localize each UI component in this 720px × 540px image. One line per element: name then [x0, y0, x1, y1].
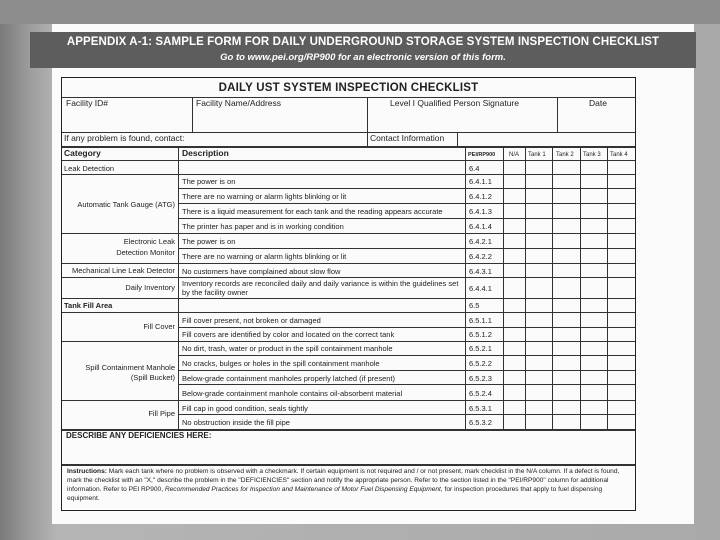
item-description: Fill covers are identified by color and located on the correct tank [182, 330, 395, 339]
item-description: The printer has paper and is in working condition [182, 222, 344, 231]
instructions-text: Mark each tank where no problem is observed with a checkmark. If certain equipment is not required and / or not present, mark checklist in the N/A column. If a defect is found, mark the checklist with an "X," describe the problem in the "DEFICIENCIES" section and notify the appropriate person. Refer to the section listed in the "PEI/RP900" column for additional information. Refer to PEI RP900, [67, 468, 620, 493]
inspection-checklist-form [61, 77, 636, 511]
item-ref: 6.5.3.1 [469, 404, 492, 413]
form-title: DAILY UST SYSTEM INSPECTION CHECKLIST [218, 82, 479, 94]
column-tank-3: Tank 3 [583, 152, 601, 158]
rule [62, 400, 635, 401]
item-ref: 6.4.2.1 [469, 237, 492, 246]
item-description: Fill cap in good condition, seals tightly [182, 404, 308, 413]
rule [367, 97, 368, 146]
item-ref: 6.4.2.2 [469, 252, 492, 261]
rule [62, 97, 635, 98]
category-mechanical-line-leak-detector: Mechanical Line Leak Detector [72, 266, 175, 275]
item-ref: 6.5.2.1 [469, 344, 492, 353]
category-electronic-leak-detection: Electronic Leak Detection Monitor [116, 237, 175, 257]
item-description: No dirt, trash, water or product in the spill containment manhole [182, 344, 393, 353]
instructions-text-end: for inspection procedures that apply to fuel dispensing equipment. [67, 486, 603, 502]
appendix-banner [30, 32, 696, 68]
item-ref: 6.5.2.3 [469, 374, 492, 383]
rule [178, 146, 179, 429]
rule [62, 341, 635, 342]
rule [580, 146, 581, 429]
rule [552, 146, 553, 429]
rule [62, 464, 635, 466]
column-ref: PEI/RP900 [468, 152, 496, 158]
category-fill-cover: Fill Cover [143, 322, 175, 331]
rule [465, 146, 466, 429]
item-description: No obstruction inside the fill pipe [182, 418, 290, 427]
contact-info-label: Contact Information [370, 133, 445, 143]
item-ref: 6.4.1.3 [469, 207, 492, 216]
item-description: No cracks, bulges or holes in the spill containment manhole [182, 359, 380, 368]
item-description: There are no warning or alarm lights blinking or lit [182, 192, 347, 201]
rule [178, 355, 635, 356]
banner-title: APPENDIX A-1: SAMPLE FORM FOR DAILY UNDERGROUND STORAGE SYSTEM INSPECTION CHECKLIST [66, 36, 660, 48]
rule [525, 146, 526, 429]
item-description: Below-grade containment manhole contains oil-absorbent material [182, 389, 403, 398]
rule [178, 218, 635, 219]
column-tank-4: Tank 4 [610, 152, 628, 158]
item-ref: 6.4.3.1 [469, 267, 492, 276]
rule [503, 146, 504, 429]
rule [62, 174, 635, 175]
facility-name-label: Facility Name/Address [196, 98, 282, 108]
item-ref: 6.4.4.1 [469, 284, 492, 293]
category-spill-containment: Spill Containment Manhole (Spill Bucket) [85, 363, 175, 382]
instructions-reference-title: Recommended Practices for Inspection and Maintenance of Motor Fuel Dispensing Equipment, [164, 486, 443, 493]
category-atg: Automatic Tank Gauge (ATG) [77, 200, 175, 209]
rule [178, 248, 635, 249]
item-description: Inventory records are reconciled daily and daily variance is within the guidelines set by the facility owner [182, 279, 459, 297]
rule [178, 384, 635, 385]
rule [557, 97, 558, 132]
rule [192, 97, 193, 132]
column-tank-1: Tank 1 [528, 152, 546, 158]
item-description: Fill cover present, not broken or damaged [182, 316, 321, 325]
item-description: The power is on [182, 237, 236, 246]
rule [62, 233, 635, 234]
background-top [0, 0, 720, 24]
signature-label: Level I Qualified Person Signature [390, 98, 519, 108]
section-ref: 6.4 [469, 164, 480, 173]
item-description: The power is on [182, 177, 236, 186]
column-tank-2: Tank 2 [556, 152, 574, 158]
column-category: Category [64, 148, 101, 158]
facility-id-label: Facility ID# [66, 98, 109, 108]
rule [178, 327, 635, 328]
item-ref: 6.5.2.2 [469, 359, 492, 368]
rule [62, 160, 635, 161]
deficiencies-label: DESCRIBE ANY DEFICIENCIES HERE: [66, 431, 212, 440]
instructions-label: Instructions: [67, 468, 107, 475]
item-ref: 6.4.1.1 [469, 177, 492, 186]
rule [178, 188, 635, 189]
rule [178, 370, 635, 371]
rule [62, 146, 635, 148]
section-tank-fill-area: Tank Fill Area [64, 301, 113, 310]
problem-contact-label: If any problem is found, contact: [64, 133, 185, 143]
rule [607, 146, 608, 429]
item-description: Below-grade containment manholes properly latched (if present) [182, 374, 396, 383]
item-ref: 6.5.1.1 [469, 316, 492, 325]
item-description: There are no warning or alarm lights blinking or lit [182, 252, 347, 261]
column-description: Description [182, 148, 229, 158]
item-ref: 6.5.1.2 [469, 330, 492, 339]
rule [62, 312, 635, 313]
item-ref: 6.5.3.2 [469, 418, 492, 427]
date-label: Date [589, 98, 607, 108]
item-description: No customers have complained about slow flow [182, 267, 341, 276]
column-na: N/A [509, 152, 520, 158]
rule [62, 277, 635, 278]
rule [178, 203, 635, 204]
item-ref: 6.5.2.4 [469, 389, 492, 398]
item-ref: 6.4.1.4 [469, 222, 492, 231]
item-description: There is a liquid measurement for each tank and the reading appears accurate [182, 207, 443, 216]
rule [178, 414, 635, 415]
rule [62, 263, 635, 264]
section-ref: 6.5 [469, 301, 480, 310]
category-fill-pipe: Fill Pipe [148, 409, 175, 418]
section-leak-detection: Leak Detection [64, 164, 115, 173]
instructions-block [67, 467, 632, 503]
rule [457, 132, 458, 146]
category-daily-inventory: Daily Inventory [125, 283, 175, 292]
rule [62, 298, 635, 299]
item-ref: 6.4.1.2 [469, 192, 492, 201]
banner-subtitle: Go to www.pei.org/RP900 for an electronic version of this form. [220, 52, 506, 63]
